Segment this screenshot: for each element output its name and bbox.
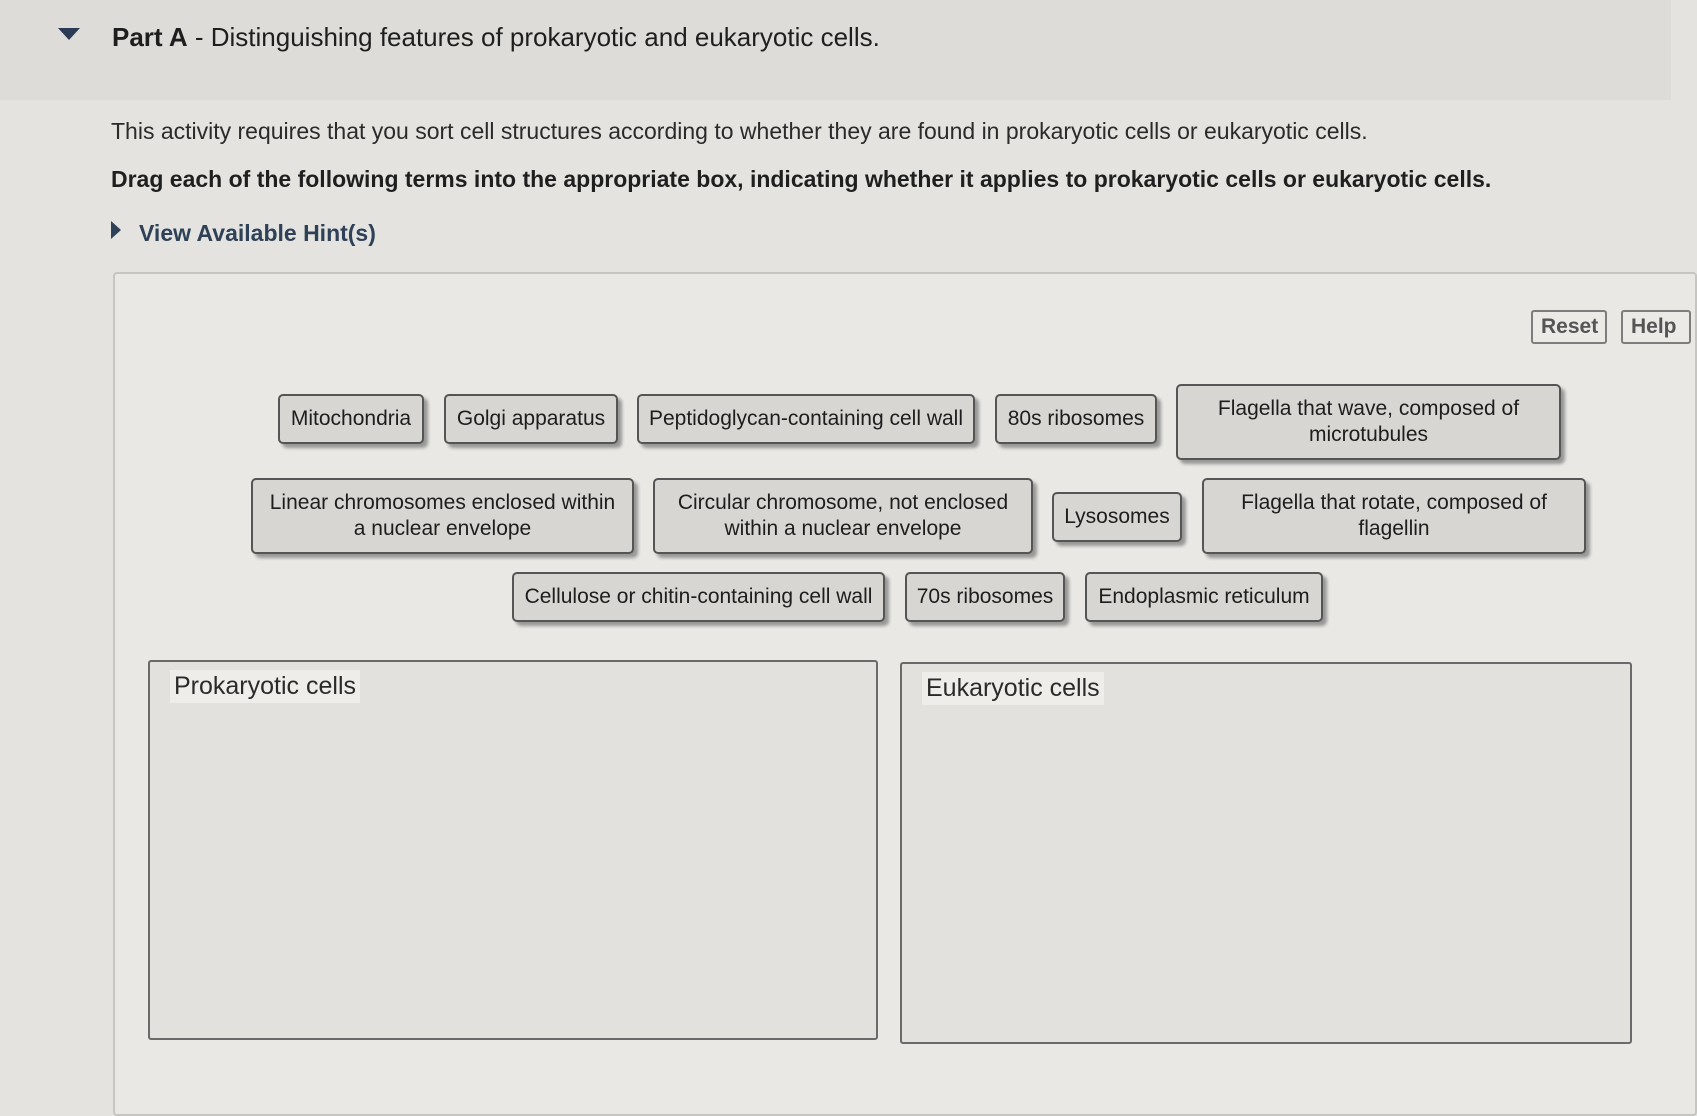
eukaryotic-box-label: Eukaryotic cells [922, 672, 1104, 705]
instructions-bold-text: Drag each of the following terms into the appropriate box, indicating whether it applies to prokaryotic cells or eukaryotic cells. [111, 166, 1492, 192]
term-chip[interactable]: Cellulose or chitin-containing cell wall [512, 572, 885, 622]
view-hints-label: View Available Hint(s) [139, 220, 376, 246]
term-chip[interactable]: Linear chromosomes enclosed within a nuclear envelope [251, 478, 634, 554]
part-title-text: - Distinguishing features of prokaryotic and eukaryotic cells. [187, 22, 880, 52]
term-chip[interactable]: 70s ribosomes [905, 572, 1065, 622]
instructions-text: This activity requires that you sort cell structures according to whether they are found in prokaryotic cells or eukaryotic cells. [111, 118, 1368, 144]
part-title [112, 22, 880, 53]
term-chip[interactable]: Lysosomes [1052, 492, 1182, 542]
term-chip[interactable]: 80s ribosomes [995, 394, 1157, 444]
term-chip[interactable]: Endoplasmic reticulum [1085, 572, 1323, 622]
term-chip[interactable]: Mitochondria [278, 394, 424, 444]
collapse-triangle-icon[interactable] [58, 28, 80, 40]
eukaryotic-drop-box[interactable] [900, 662, 1632, 1044]
term-chip[interactable]: Flagella that wave, composed of microtubules [1176, 384, 1561, 460]
term-chip[interactable]: Peptidoglycan-containing cell wall [637, 394, 975, 444]
prokaryotic-drop-box[interactable] [148, 660, 878, 1040]
reset-button[interactable]: Reset [1531, 310, 1607, 344]
part-label: Part A [112, 22, 188, 52]
view-hints-link[interactable] [111, 220, 376, 247]
term-chip[interactable]: Circular chromosome, not enclosed within a nuclear envelope [653, 478, 1033, 554]
help-button[interactable]: Help [1621, 310, 1691, 344]
expand-triangle-icon [111, 221, 121, 239]
term-chip[interactable]: Flagella that rotate, composed of flagellin [1202, 478, 1586, 554]
prokaryotic-box-label: Prokaryotic cells [170, 670, 360, 703]
term-chip[interactable]: Golgi apparatus [444, 394, 618, 444]
